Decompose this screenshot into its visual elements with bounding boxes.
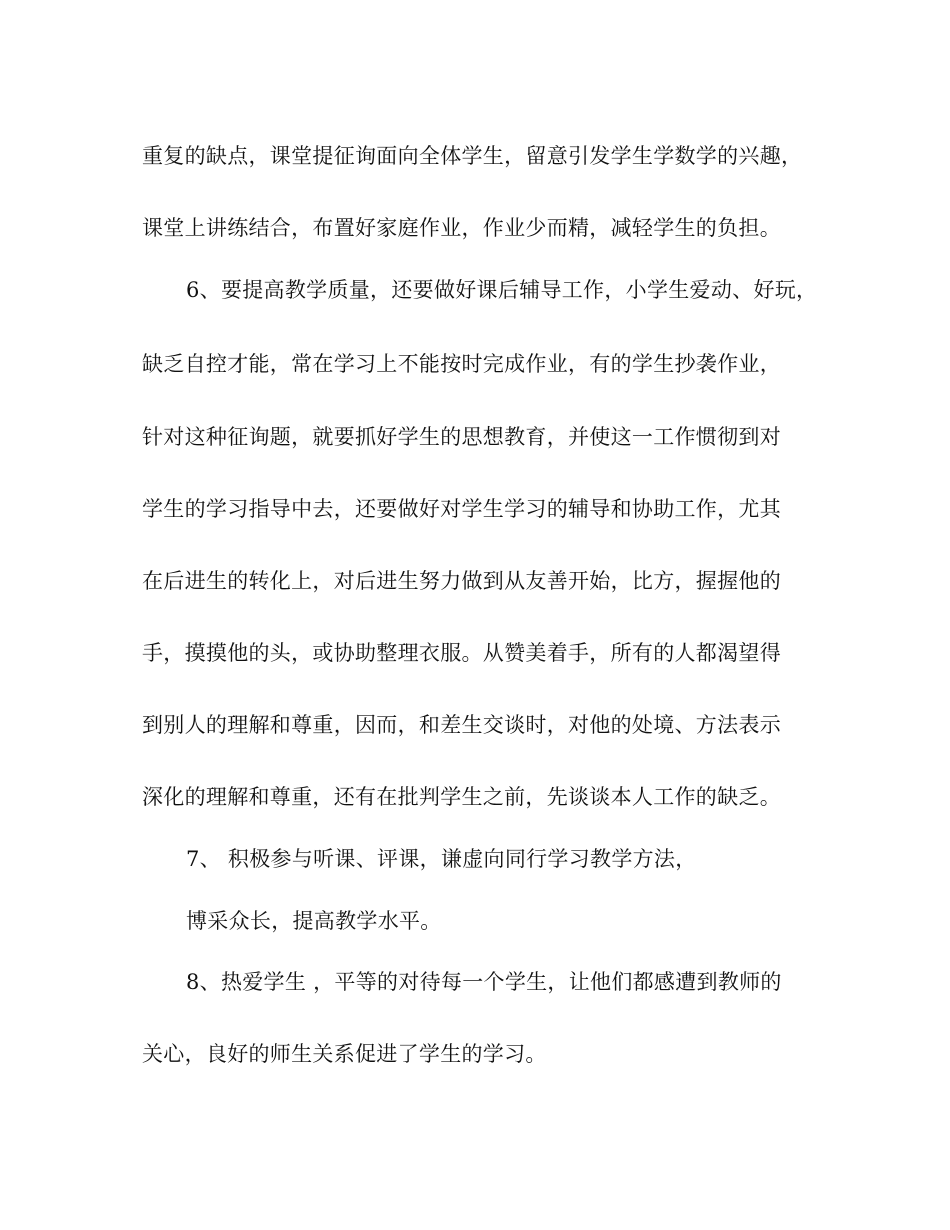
- text-line: 到别人的理解和尊重，因而，和差生交谈时，对他的处境、方法表示: [142, 713, 781, 737]
- text-line: 缺乏自控才能，常在学习上不能按时完成作业，有的学生抄袭作业，: [142, 352, 781, 376]
- paragraph-7-start: 7、 积极参与听课、评课，谦虚向同行学习教学方法，: [186, 847, 697, 871]
- text-line: 针对这种征询题，就要抓好学生的思想教育，并使这一工作惯彻到对: [142, 425, 781, 449]
- text-line: 学生的学习指导中去，还要做好对学生学习的辅导和协助工作，尤其: [142, 497, 781, 521]
- text-line: 博采众长，提高教学水平。: [186, 909, 442, 933]
- text-line: 关心，良好的师生关系促进了学生的学习。: [142, 1042, 547, 1066]
- paragraph-6-start: 6、要提高教学质量，还要做好课后辅导工作，小学生爱动、好玩，: [186, 278, 818, 302]
- text-line: 深化的理解和尊重，还有在批判学生之前，先谈谈本人工作的缺乏。: [142, 785, 781, 809]
- text-line: 在后进生的转化上，对后进生努力做到从友善开始，比方，握握他的: [142, 569, 781, 593]
- paragraph-8-start: 8、热爱学生 ，平等的对待每一个学生，让他们都感遭到教师的: [186, 970, 782, 994]
- text-line: 手，摸摸他的头，或协助整理衣服。从赞美着手，所有的人都渴望得: [142, 641, 781, 665]
- text-line: 重复的缺点，课堂提征询面向全体学生，留意引发学生学数学的兴趣，: [142, 144, 803, 168]
- text-line: 课堂上讲练结合，布置好家庭作业，作业少而精，减轻学生的负担。: [142, 216, 781, 240]
